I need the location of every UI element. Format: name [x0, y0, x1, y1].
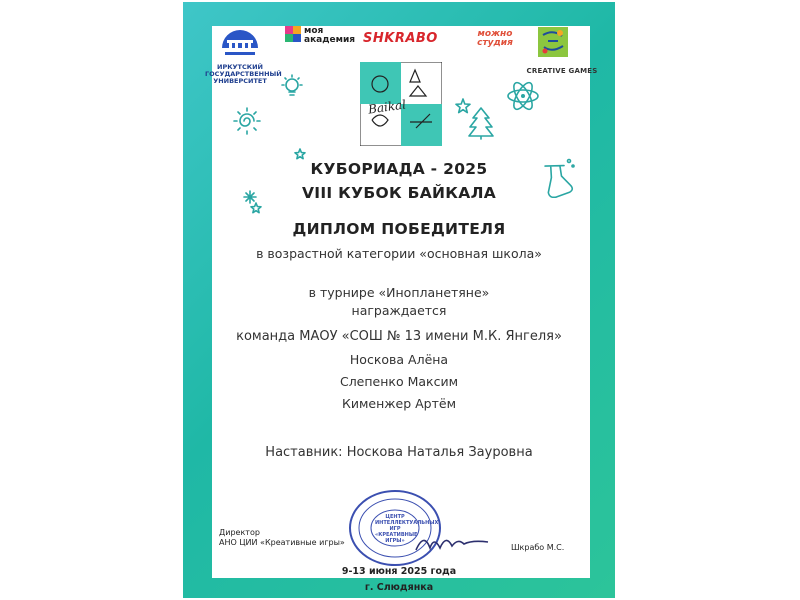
sun-spiral-icon [232, 106, 262, 136]
tournament-line: в турнире «Инопланетяне» [308, 285, 490, 300]
fir-tree-icon [467, 106, 495, 140]
star-icon [294, 148, 306, 160]
team-name: команда МАОУ «СОШ № 13 имени М.К. Янгеля» [236, 329, 562, 344]
mozhno-studiya-logo: можно студия [477, 29, 513, 48]
team-member: Носкова Алёна [349, 352, 449, 367]
university-logo [205, 26, 282, 85]
lightbulb-icon [279, 74, 305, 100]
director-org: АНО ЦИИ «Креативные игры» [219, 538, 345, 547]
team-member: Кименжер Артём [341, 396, 457, 411]
emblem-text: Baikal [367, 97, 407, 117]
event-title: КУБОРИАДА - 2025 [310, 160, 488, 178]
director-block [219, 528, 345, 548]
director-title: Директор [219, 528, 260, 537]
university-building-icon [205, 26, 275, 60]
atom-icon [505, 80, 541, 112]
moya-akademiya-text: моя академия [304, 26, 356, 45]
university-name: ИРКУТСКИЙ ГОСУДАРСТВЕННЫЙ УНИВЕРСИТЕТ [205, 63, 282, 85]
age-category: в возрастной категории «основная школа» [256, 246, 542, 261]
signer-name: Шкрабо М.С. [511, 543, 565, 552]
diploma-heading: ДИПЛОМ ПОБЕДИТЕЛЯ [292, 220, 506, 238]
moya-akademiya-logo [285, 26, 356, 48]
moya-akademiya-icon [285, 26, 301, 46]
event-date: 9-13 июня 2025 года [341, 566, 457, 577]
star-small-icon [250, 202, 262, 214]
creative-games-text: CREATIVE GAMES [526, 67, 598, 75]
event-city: г. Слюдянка [364, 582, 434, 593]
signature [412, 528, 492, 558]
stamp-text: ЦЕНТР ИНТЕЛЛЕКТУАЛЬНЫХ ИГР «КРЕАТИВНЫЕ ИГРЫ» [375, 514, 439, 544]
event-subtitle: VIII КУБОК БАЙКАЛА [301, 184, 497, 202]
awarded-line: награждается [351, 303, 447, 318]
shkrabo-logo: SHKRABO [363, 31, 438, 46]
mentor-line: Наставник: Носкова Наталья Зауровна [265, 445, 533, 460]
team-member: Слепенко Максим [339, 374, 459, 389]
baikal-emblem [360, 62, 442, 146]
creative-games-logo [526, 27, 598, 77]
creative-games-icon [538, 27, 568, 57]
